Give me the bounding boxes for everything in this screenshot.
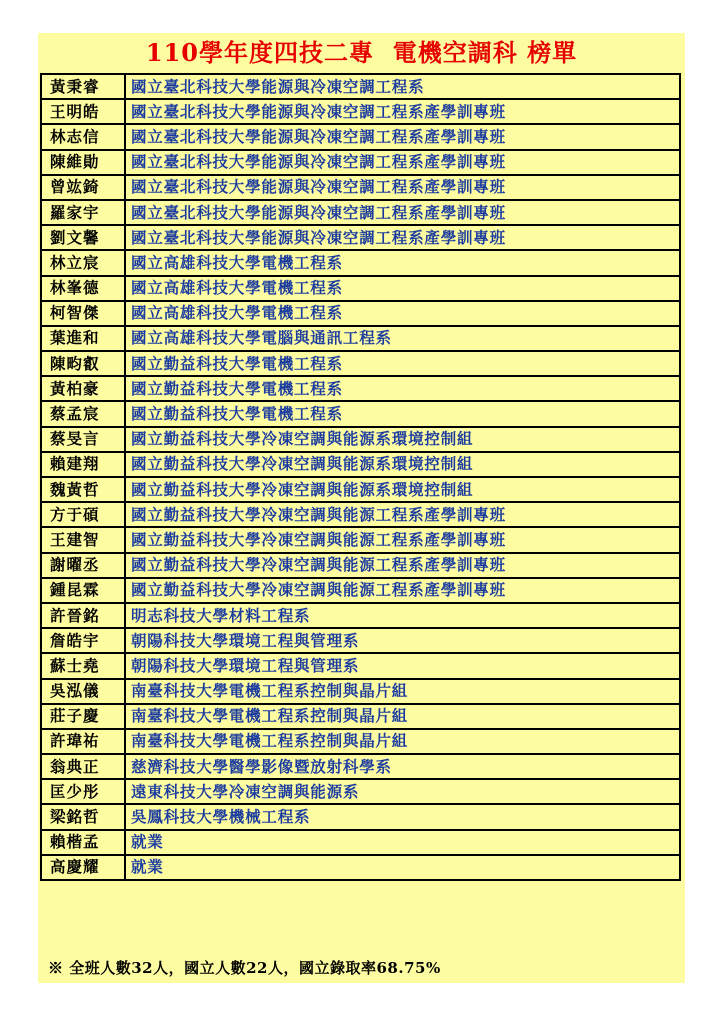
student-name: 黃柏豪 [41,376,125,401]
student-name: 黃秉睿 [41,74,125,99]
table-row [41,401,680,426]
table-row [41,150,680,175]
student-name: 謝曜丞 [41,553,125,578]
table-row [41,124,680,149]
table-row [41,351,680,376]
student-name: 林立宸 [41,250,125,275]
table-row [41,578,680,603]
student-name: 柯智傑 [41,301,125,326]
table-row [41,527,680,552]
admitted-department: 朝陽科技大學環境工程與管理系 [125,628,680,653]
table-row [41,729,680,754]
admitted-department: 國立勤益科技大學冷凍空調與能源工程系產學訓專班 [125,502,680,527]
table-row [41,603,680,628]
admitted-department: 國立勤益科技大學冷凍空調與能源工程系產學訓專班 [125,553,680,578]
student-name: 林峯德 [41,276,125,301]
student-name: 賴建翔 [41,452,125,477]
table-row [41,175,680,200]
admitted-department: 就業 [125,855,680,880]
table-row [41,276,680,301]
student-name: 劉文馨 [41,225,125,250]
admitted-department: 遠東科技大學冷凍空調與能源系 [125,779,680,804]
admitted-department: 國立勤益科技大學冷凍空調與能源工程系產學訓專班 [125,578,680,603]
admitted-department: 國立臺北科技大學能源與冷凍空調工程系產學訓專班 [125,200,680,225]
student-name: 翁典正 [41,754,125,779]
table-row [41,628,680,653]
student-name: 賴楷孟 [41,830,125,855]
admitted-department: 朝陽科技大學環境工程與管理系 [125,653,680,678]
admitted-department: 國立高雄科技大學電機工程系 [125,276,680,301]
admitted-department: 國立高雄科技大學電機工程系 [125,301,680,326]
table-row [41,679,680,704]
admitted-department: 慈濟科技大學醫學影像暨放射科學系 [125,754,680,779]
student-name: 高慶耀 [41,855,125,880]
table-row [41,250,680,275]
student-name: 吳泓儀 [41,679,125,704]
student-name: 蔡旻言 [41,427,125,452]
table-row [41,301,680,326]
table-row [41,754,680,779]
table-row [41,452,680,477]
student-name: 魏黃哲 [41,477,125,502]
admitted-department: 國立勤益科技大學冷凍空調與能源工程系產學訓專班 [125,527,680,552]
student-name: 梁銘哲 [41,804,125,829]
student-name: 王明皓 [41,99,125,124]
table-row [41,427,680,452]
admitted-department: 國立臺北科技大學能源與冷凍空調工程系產學訓專班 [125,225,680,250]
admitted-department: 南臺科技大學電機工程系控制與晶片組 [125,679,680,704]
table-row [41,553,680,578]
student-name: 葉進和 [41,326,125,351]
table-row [41,99,680,124]
student-name: 林志信 [41,124,125,149]
table-row [41,376,680,401]
admitted-department: 國立高雄科技大學電腦與通訊工程系 [125,326,680,351]
admitted-department: 國立臺北科技大學能源與冷凍空調工程系產學訓專班 [125,175,680,200]
admitted-department: 國立高雄科技大學電機工程系 [125,250,680,275]
admitted-department: 國立臺北科技大學能源與冷凍空調工程系產學訓專班 [125,124,680,149]
student-name: 蔡孟宸 [41,401,125,426]
admitted-department: 國立勤益科技大學冷凍空調與能源系環境控制組 [125,427,680,452]
admitted-department: 南臺科技大學電機工程系控制與晶片組 [125,729,680,754]
student-name: 許瑋祐 [41,729,125,754]
table-row [41,502,680,527]
table-row [41,477,680,502]
roster-table [40,73,681,881]
student-name: 羅家宇 [41,200,125,225]
student-name: 鍾昆霖 [41,578,125,603]
student-name: 方于碩 [41,502,125,527]
admitted-department: 國立勤益科技大學電機工程系 [125,351,680,376]
student-name: 莊子慶 [41,704,125,729]
table-row [41,326,680,351]
admitted-department: 就業 [125,830,680,855]
table-row [41,855,680,880]
admitted-department: 國立勤益科技大學電機工程系 [125,376,680,401]
admitted-department: 國立勤益科技大學冷凍空調與能源系環境控制組 [125,477,680,502]
admitted-department: 明志科技大學材料工程系 [125,603,680,628]
table-row [41,225,680,250]
admitted-department: 國立勤益科技大學冷凍空調與能源系環境控制組 [125,452,680,477]
student-name: 陳畇叡 [41,351,125,376]
student-name: 詹皓宇 [41,628,125,653]
student-name: 陳維勛 [41,150,125,175]
student-name: 蘇士堯 [41,653,125,678]
table-row [41,779,680,804]
summary-footer: ※ 全班人數32人，國立人數22人，國立錄取率68.75% [48,959,441,977]
admitted-department: 國立臺北科技大學能源與冷凍空調工程系產學訓專班 [125,99,680,124]
student-name: 王建智 [41,527,125,552]
table-row [41,704,680,729]
admitted-department: 國立勤益科技大學電機工程系 [125,401,680,426]
roster-body [41,74,680,880]
admitted-department: 國立臺北科技大學能源與冷凍空調工程系 [125,74,680,99]
table-row [41,830,680,855]
student-name: 許晉銘 [41,603,125,628]
table-row [41,804,680,829]
table-row [41,200,680,225]
table-row [41,653,680,678]
admitted-department: 南臺科技大學電機工程系控制與晶片組 [125,704,680,729]
student-name: 曾竑錡 [41,175,125,200]
student-name: 匡少彤 [41,779,125,804]
page-title: 110學年度四技二專 電機空調科 榜單 [145,38,578,67]
admitted-department: 國立臺北科技大學能源與冷凍空調工程系產學訓專班 [125,150,680,175]
admitted-department: 吳鳳科技大學機械工程系 [125,804,680,829]
table-row [41,74,680,99]
roster-sheet [38,33,685,983]
